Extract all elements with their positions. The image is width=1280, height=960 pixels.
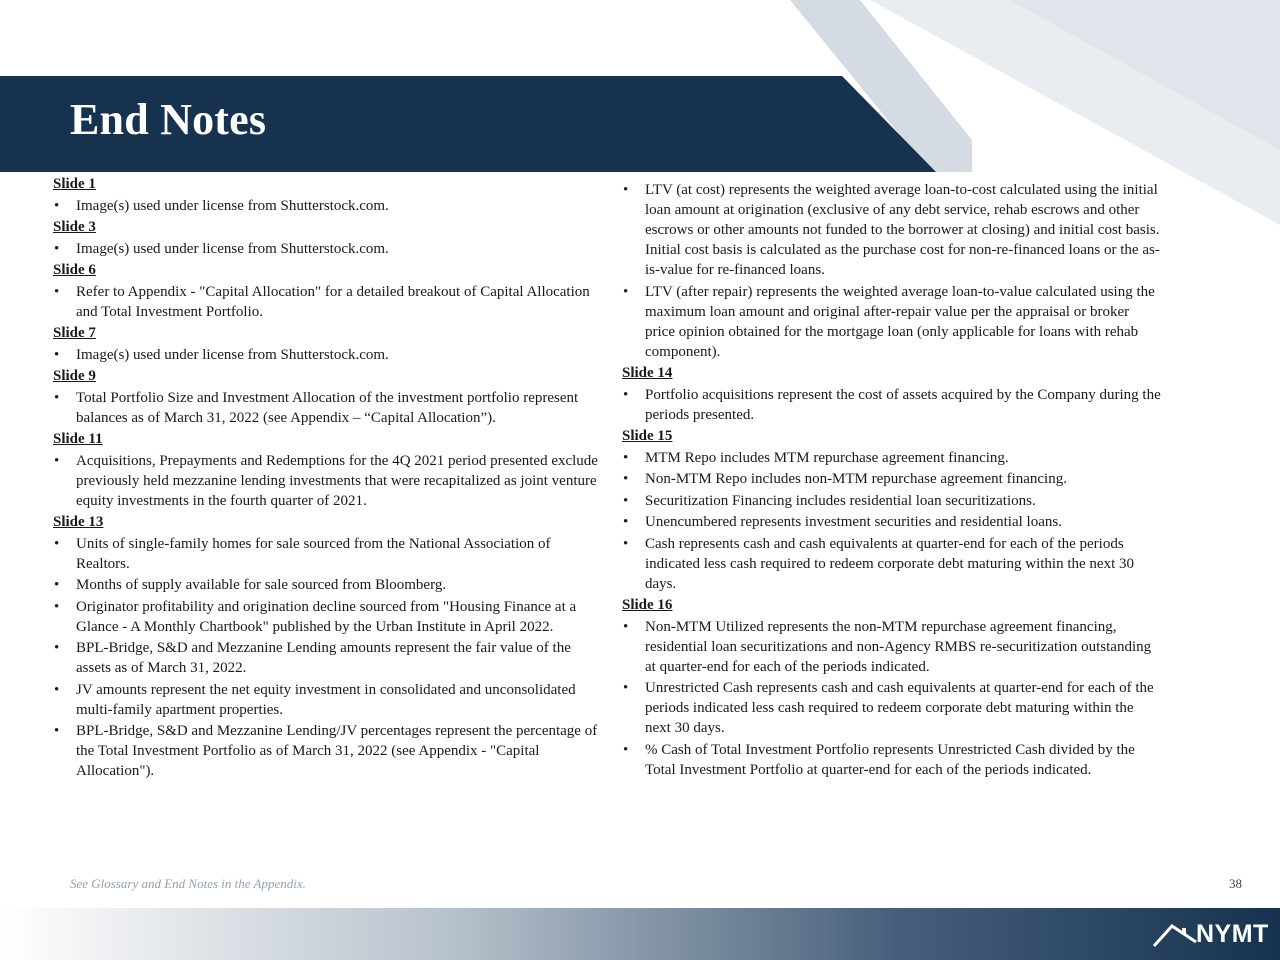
slide-heading: Slide 6 bbox=[53, 262, 96, 278]
note-section bbox=[53, 260, 598, 322]
slide-heading: Slide 1 bbox=[53, 176, 96, 192]
note-section bbox=[53, 366, 598, 428]
note-item: • Originator profitability and origination decline sourced from "Housing Finance at a Glance - A Monthly Chartbook" published by the Urban Institute in April 2022. bbox=[53, 597, 598, 637]
note-list bbox=[53, 451, 598, 511]
note-item: • Non-MTM Repo includes non-MTM repurchase agreement financing. bbox=[622, 469, 1162, 489]
slide-heading: Slide 3 bbox=[53, 219, 96, 235]
note-section bbox=[622, 426, 1162, 594]
page-number: 38 bbox=[1229, 876, 1242, 891]
note-item: • Months of supply available for sale sourced from Bloomberg. bbox=[53, 575, 598, 595]
note-item: • MTM Repo includes MTM repurchase agreement financing. bbox=[622, 448, 1162, 468]
note-list bbox=[53, 196, 598, 216]
note-list bbox=[622, 617, 1162, 780]
note-list bbox=[622, 385, 1162, 425]
left-notes-column bbox=[53, 174, 598, 783]
note-item: • Unrestricted Cash represents cash and cash equivalents at quarter-end for each of the periods indicated less cash required to redeem corporate debt maturing within the next 30 days. bbox=[622, 678, 1162, 738]
note-item: • LTV (at cost) represents the weighted average loan-to-cost calculated using the initial loan amount at origination (exclusive of any debt service, rehab escrows and other escrows or other amounts not funded to the borrower at closing) and initial cost basis. Initial cost basis is calculated as the purchase cost for non-re-financed loans or the as-is-value for re-financed loans. bbox=[622, 180, 1162, 280]
note-list bbox=[622, 180, 1162, 362]
note-item: • Non-MTM Utilized represents the non-MTM repurchase agreement financing, residential loan securitizations and non-Agency RMBS re-securitization outstanding at quarter-end for each of the periods indicated. bbox=[622, 617, 1162, 677]
footer-bar bbox=[0, 908, 1280, 960]
note-section bbox=[53, 323, 598, 365]
slide-heading: Slide 13 bbox=[53, 514, 104, 530]
note-list bbox=[53, 388, 598, 428]
slide-heading: Slide 14 bbox=[622, 365, 673, 381]
note-section bbox=[53, 429, 598, 511]
note-item: • Image(s) used under license from Shutterstock.com. bbox=[53, 239, 598, 259]
slide-heading: Slide 11 bbox=[53, 431, 103, 447]
note-item: • Acquisitions, Prepayments and Redemptions for the 4Q 2021 period presented exclude previously held mezzanine lending investments that were recapitalized as joint venture equity investments in the fourth quarter of 2021. bbox=[53, 451, 598, 511]
note-item: • Units of single-family homes for sale sourced from the National Association of Realtors. bbox=[53, 534, 598, 574]
note-list bbox=[53, 239, 598, 259]
note-item: • Securitization Financing includes residential loan securitizations. bbox=[622, 491, 1162, 511]
note-item: • Image(s) used under license from Shutterstock.com. bbox=[53, 345, 598, 365]
house-roof-icon bbox=[1152, 918, 1198, 952]
brand-name: NYMT bbox=[1196, 920, 1269, 948]
note-section bbox=[622, 363, 1162, 425]
note-list bbox=[53, 534, 598, 782]
note-list bbox=[622, 448, 1162, 594]
slide-heading: Slide 16 bbox=[622, 597, 673, 613]
slide-heading: Slide 9 bbox=[53, 368, 96, 384]
note-item: • LTV (after repair) represents the weighted average loan-to-value calculated using the maximum loan amount and original after-repair value per the appraisal or broker price opinion obtained for the mortgage loan (only applicable for loans with rehab component). bbox=[622, 282, 1162, 362]
note-section bbox=[622, 595, 1162, 780]
right-notes-column bbox=[622, 180, 1162, 781]
note-section bbox=[53, 217, 598, 259]
note-item: • BPL-Bridge, S&D and Mezzanine Lending/JV percentages represent the percentage of the Total Investment Portfolio as of March 31, 2022 (see Appendix - "Capital Allocation"). bbox=[53, 721, 598, 781]
note-item: • % Cash of Total Investment Portfolio represents Unrestricted Cash divided by the Total Investment Portfolio at quarter-end for each of the periods indicated. bbox=[622, 740, 1162, 780]
slide-heading: Slide 7 bbox=[53, 325, 96, 341]
note-item: • Portfolio acquisitions represent the cost of assets acquired by the Company during the periods presented. bbox=[622, 385, 1162, 425]
note-section bbox=[53, 174, 598, 216]
footer-note: See Glossary and End Notes in the Appendix. bbox=[70, 876, 306, 891]
note-item: • JV amounts represent the net equity investment in consolidated and unconsolidated multi-family apartment properties. bbox=[53, 680, 598, 720]
note-list bbox=[53, 282, 598, 322]
note-item: • BPL-Bridge, S&D and Mezzanine Lending amounts represent the fair value of the assets as of March 31, 2022. bbox=[53, 638, 598, 678]
note-section bbox=[622, 180, 1162, 362]
note-section bbox=[53, 512, 598, 781]
note-item: • Cash represents cash and cash equivalents at quarter-end for each of the periods indicated less cash required to redeem corporate debt maturing within the next 30 days. bbox=[622, 534, 1162, 594]
slide-heading: Slide 15 bbox=[622, 428, 673, 444]
note-list bbox=[53, 345, 598, 365]
note-item: • Image(s) used under license from Shutterstock.com. bbox=[53, 196, 598, 216]
nymt-logo bbox=[1152, 918, 1270, 952]
note-item: • Refer to Appendix - "Capital Allocation" for a detailed breakout of Capital Allocation and Total Investment Portfolio. bbox=[53, 282, 598, 322]
note-item: • Unencumbered represents investment securities and residential loans. bbox=[622, 512, 1162, 532]
note-item: • Total Portfolio Size and Investment Allocation of the investment portfolio represent balances as of March 31, 2022 (see Appendix – “Capital Allocation”). bbox=[53, 388, 598, 428]
page-title: End Notes bbox=[70, 95, 267, 144]
